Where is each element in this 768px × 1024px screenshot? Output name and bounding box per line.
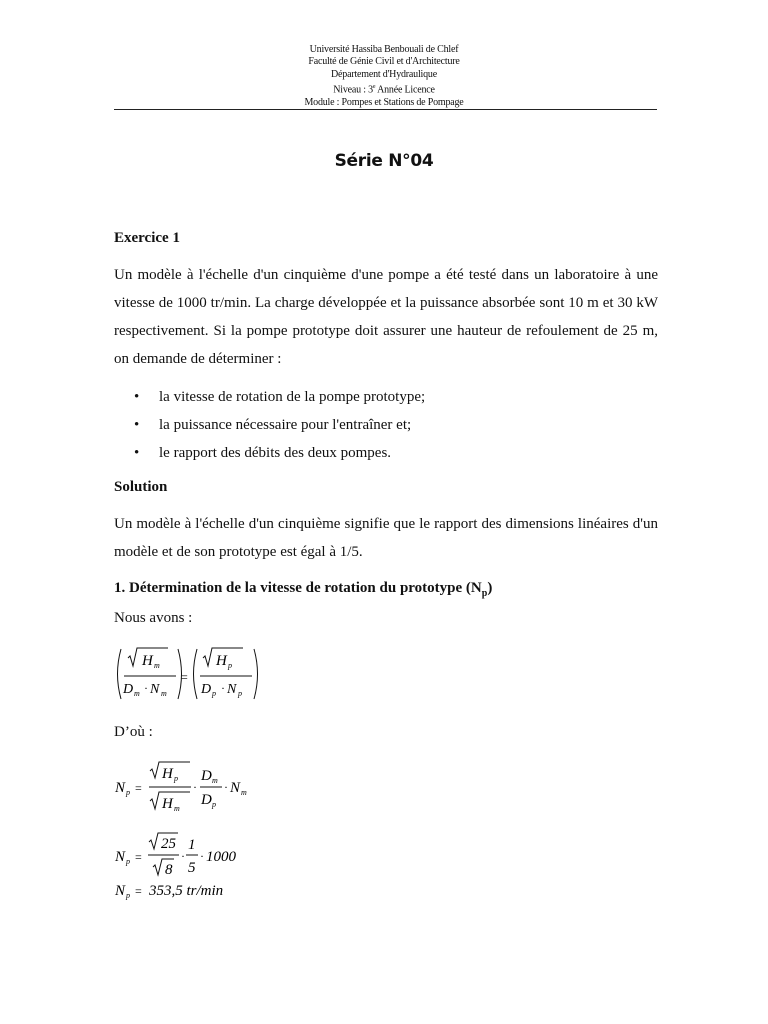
eq1-rhs-den1-sub: p [212, 689, 216, 698]
eq2-frac2-den-sub: p [212, 800, 216, 809]
eq3-lhs-sub: p [126, 857, 130, 866]
nous-avons-label: Nous avons : [114, 610, 193, 626]
speed-result-equation [112, 876, 272, 904]
eq3-equals: = [135, 850, 142, 864]
document-header [0, 44, 768, 109]
eq1-rhs-den2: N [227, 682, 237, 697]
eq4-result: 353,5 tr/min [149, 883, 224, 899]
eq2-frac1-num: H [162, 766, 173, 782]
solution-heading: Solution [114, 479, 168, 495]
eq3-lhs: N [115, 849, 126, 865]
eq2-equals: = [135, 781, 142, 795]
eq1-equals: = [181, 670, 188, 684]
eq1-lhs-den2: N [150, 682, 160, 697]
left-paren-icon [118, 649, 122, 699]
eq2-frac1-den-sub: m [174, 804, 180, 813]
eq3-frac-den: 5 [188, 860, 196, 876]
left-paren-icon [194, 649, 198, 699]
eq4-equals: = [135, 884, 142, 898]
header-level: Niveau : 3e Année Licence [333, 84, 435, 96]
header-divider [114, 109, 657, 110]
eq1-dot: · [144, 681, 148, 695]
exercise-statement: Un modèle à l'échelle d'un cinquième d'une pompe a été testé dans un laboratoire à une vitesse de 1000 tr/min. La charge développée et la puissance absorbée sont 10 m et 30 kW respectivement. Si la pompe prototype doit assurer une hauteur de refoulement de 25 m, on demande de déterminer : [114, 267, 658, 367]
speed-ratio-equation [112, 758, 272, 818]
section1-heading: 1. Détermination de la vitesse de rotation du prototype $(N_p)$ [114, 580, 493, 599]
speed-numeric-equation [112, 830, 262, 880]
eq1-lhs-den1-sub: m [134, 689, 140, 698]
eq2-tail: N [230, 780, 241, 796]
eq2-frac2-num: D [201, 768, 212, 784]
eq1-rhs-num-sub: p [228, 661, 232, 670]
eq1-lhs-num-sub: m [154, 661, 160, 670]
eq3-tail: 1000 [206, 849, 236, 865]
list-item: • le rapport des débits des deux pompes. [114, 439, 425, 467]
exercise-heading: Exercice 1 [114, 230, 180, 246]
eq4-lhs-sub: p [126, 891, 130, 900]
page-title: Série N°04 [334, 151, 434, 171]
eq2-frac1-den: H [162, 796, 173, 812]
right-paren-icon [254, 649, 258, 699]
eq3-dot: · [200, 849, 204, 863]
eq3-sqrt-den: 8 [165, 862, 173, 878]
solution-intro: Un modèle à l'échelle d'un cinquième signifie que le rapport des dimensions linéaires d'un modèle et de son prototype est égal à 1/5. [114, 516, 658, 560]
eq2-tail-sub: m [241, 788, 247, 797]
dou-label: D’où : [114, 724, 153, 740]
header-module: Module : Pompes et Stations de Pompage [304, 96, 464, 108]
eq3-frac-num: 1 [188, 837, 196, 853]
eq2-dot: · [224, 780, 228, 794]
eq1-rhs-den1: D [201, 682, 212, 697]
eq1-rhs-num: H [216, 653, 227, 669]
eq1-dot: · [221, 681, 225, 695]
eq2-frac2-den: D [201, 792, 212, 808]
header-university: Université Hassiba Benbouali de Chlef [309, 44, 459, 55]
eq3-sqrt-num: 25 [161, 836, 176, 852]
eq1-lhs-den2-sub: m [161, 689, 167, 698]
eq2-lhs-sub: p [126, 788, 130, 797]
eq2-frac2-num-sub: m [212, 776, 218, 785]
eq3-dot: · [181, 849, 185, 863]
eq2-lhs: N [115, 780, 126, 796]
eq1-lhs-num: H [142, 653, 153, 669]
eq1-rhs-den2-sub: p [238, 689, 242, 698]
list-item: • la vitesse de rotation de la pompe prototype; [114, 383, 425, 411]
eq4-lhs: N [115, 883, 126, 899]
eq1-lhs-den1: D [123, 682, 134, 697]
header-department: Département d'Hydraulique [331, 68, 437, 80]
header-faculty: Faculté de Génie Civil et d'Architecture [308, 56, 460, 68]
eq2-dot: · [193, 780, 197, 794]
eq2-frac1-num-sub: p [174, 774, 178, 783]
list-item: • la puissance nécessaire pour l'entraîner et; [114, 411, 425, 439]
similarity-equation [112, 643, 262, 705]
exercise-questions-list [114, 383, 425, 467]
